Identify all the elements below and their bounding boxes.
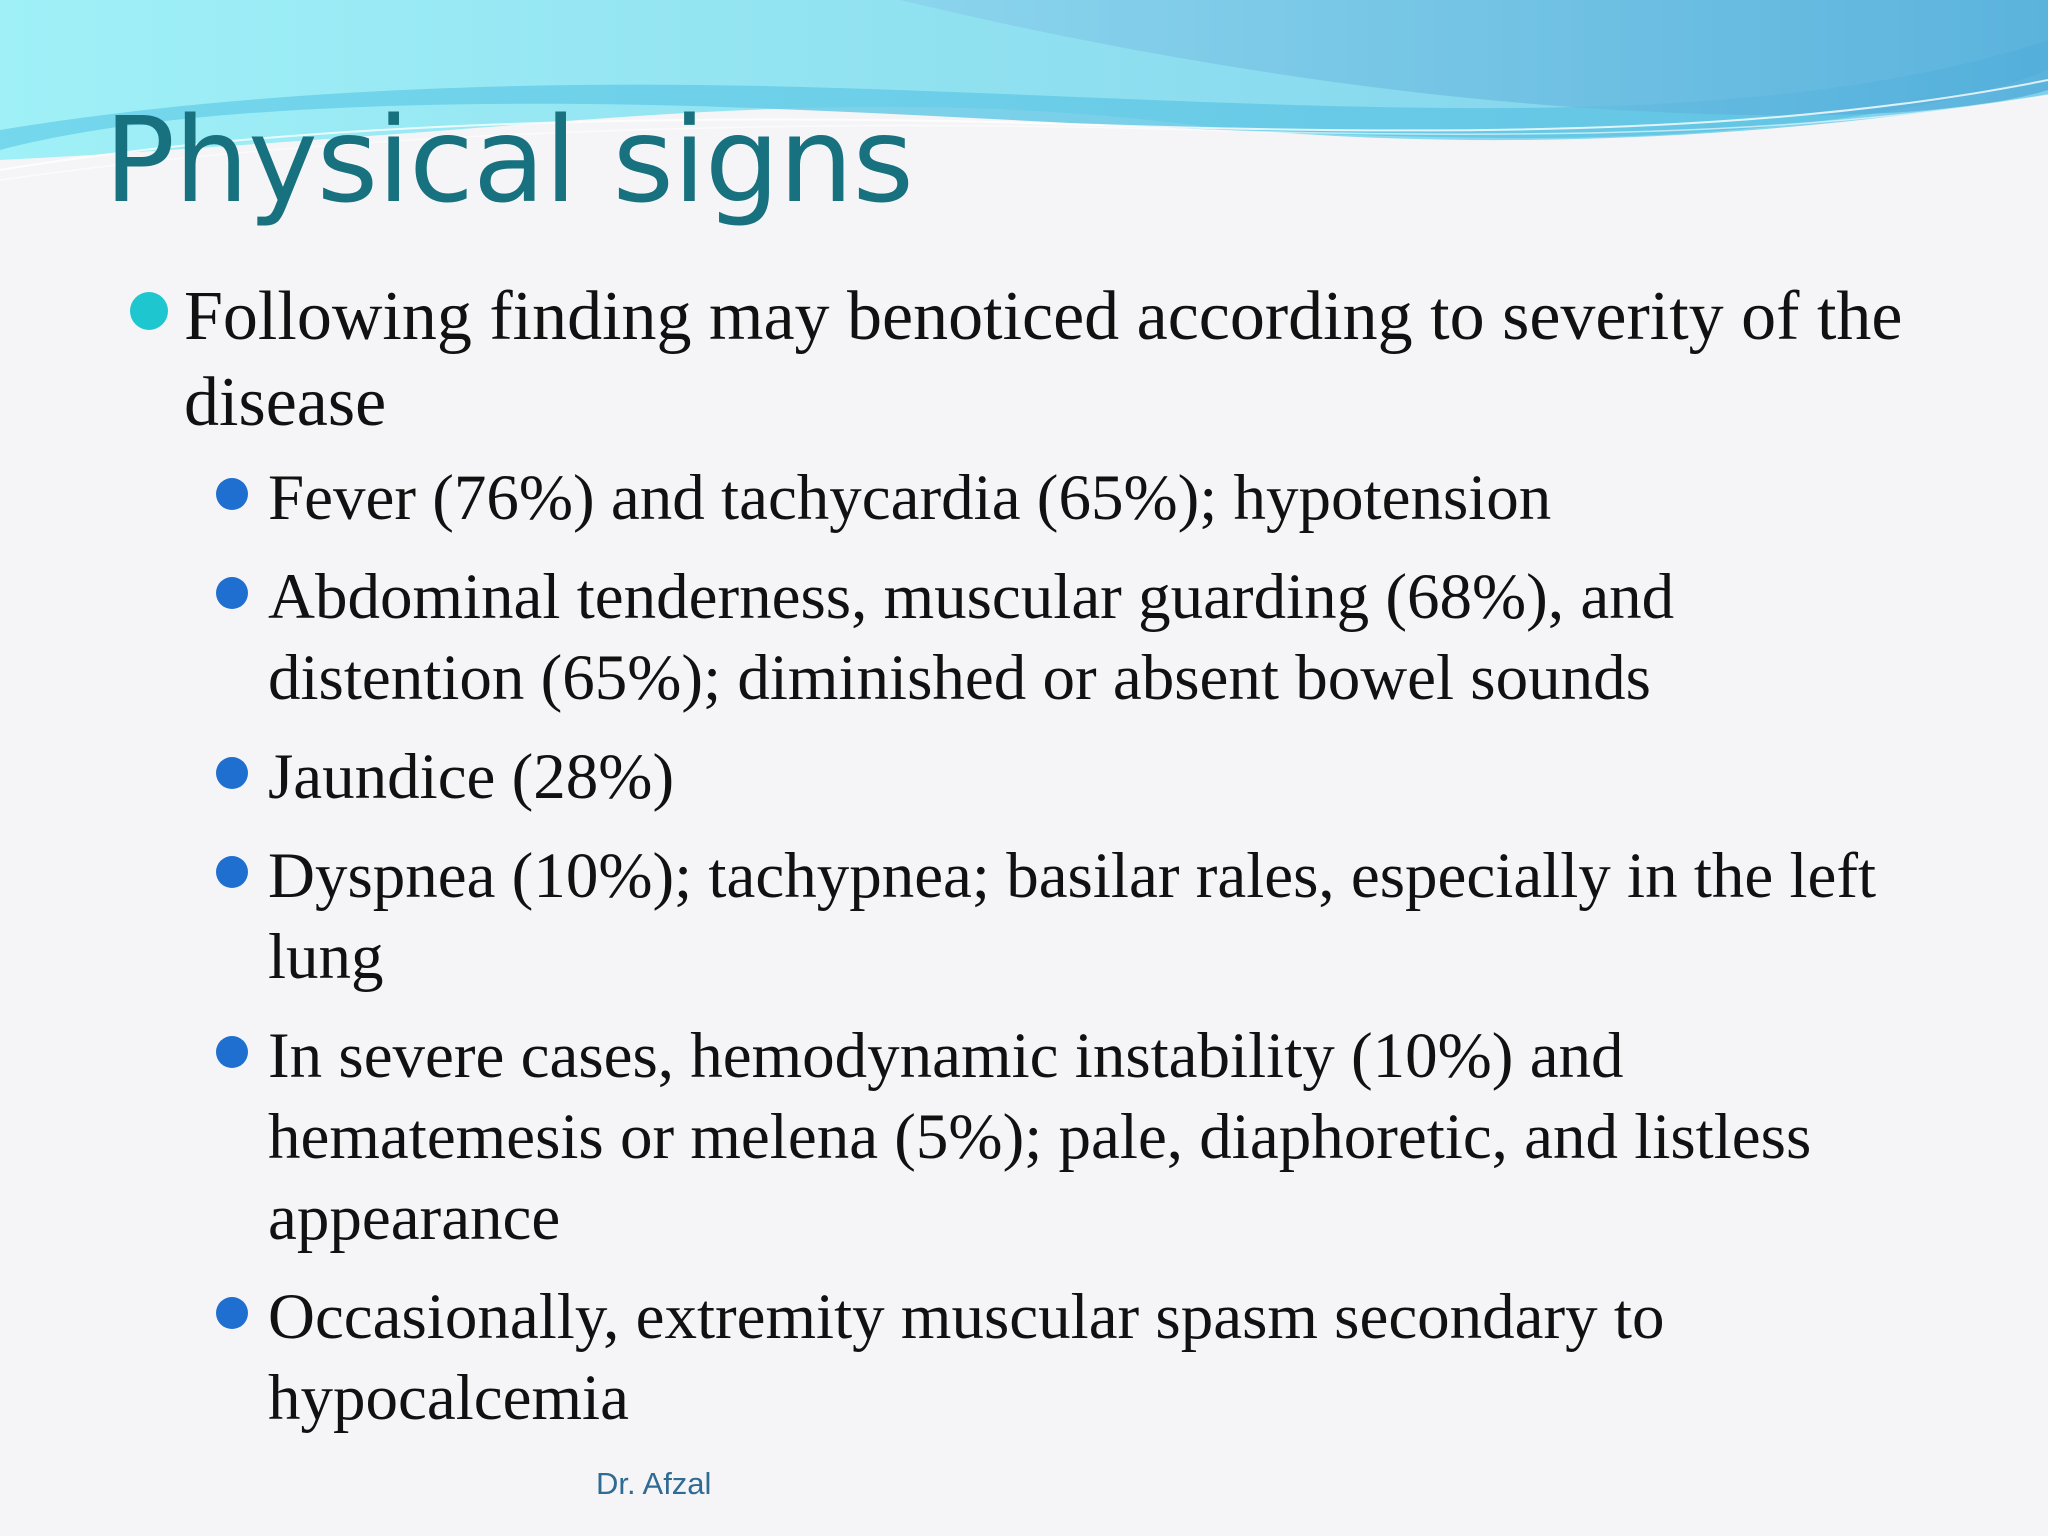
list-item-text: Jaundice (28%) [268,741,675,813]
list-item [130,737,1930,818]
findings-list [130,458,1930,1439]
blue-bullet-icon [216,757,248,789]
list-item-text: Abdominal tenderness, muscular guarding (68%), and distention (65%); diminished or absent bowel sounds [268,561,1675,714]
list-item [130,458,1930,539]
teal-bullet-icon [130,292,168,330]
list-item [130,1277,1930,1439]
list-item-text: In severe cases, hemodynamic instability (10%) and hematemesis or melena (5%); pale, diaphoretic, and listless appearance [268,1020,1812,1254]
list-item [130,1016,1930,1259]
list-item [130,836,1930,998]
blue-bullet-icon [216,1297,248,1329]
slide-body [130,274,1930,1457]
blue-bullet-icon [216,1036,248,1068]
intro-text: Following finding may benoticed according to severity of the disease [184,278,1903,441]
list-item [130,557,1930,719]
slide-title: Physical signs [104,91,913,229]
blue-bullet-icon [216,856,248,888]
blue-bullet-icon [216,478,248,510]
list-item-text: Dyspnea (10%); tachypnea; basilar rales, especially in the left lung [268,840,1877,993]
blue-bullet-icon [216,577,248,609]
list-item-text: Fever (76%) and tachycardia (65%); hypotension [268,462,1552,534]
intro-bullet [130,274,1930,446]
list-item-text: Occasionally, extremity muscular spasm secondary to hypocalcemia [268,1281,1665,1434]
author-footer: Dr. Afzal [596,1466,712,1501]
